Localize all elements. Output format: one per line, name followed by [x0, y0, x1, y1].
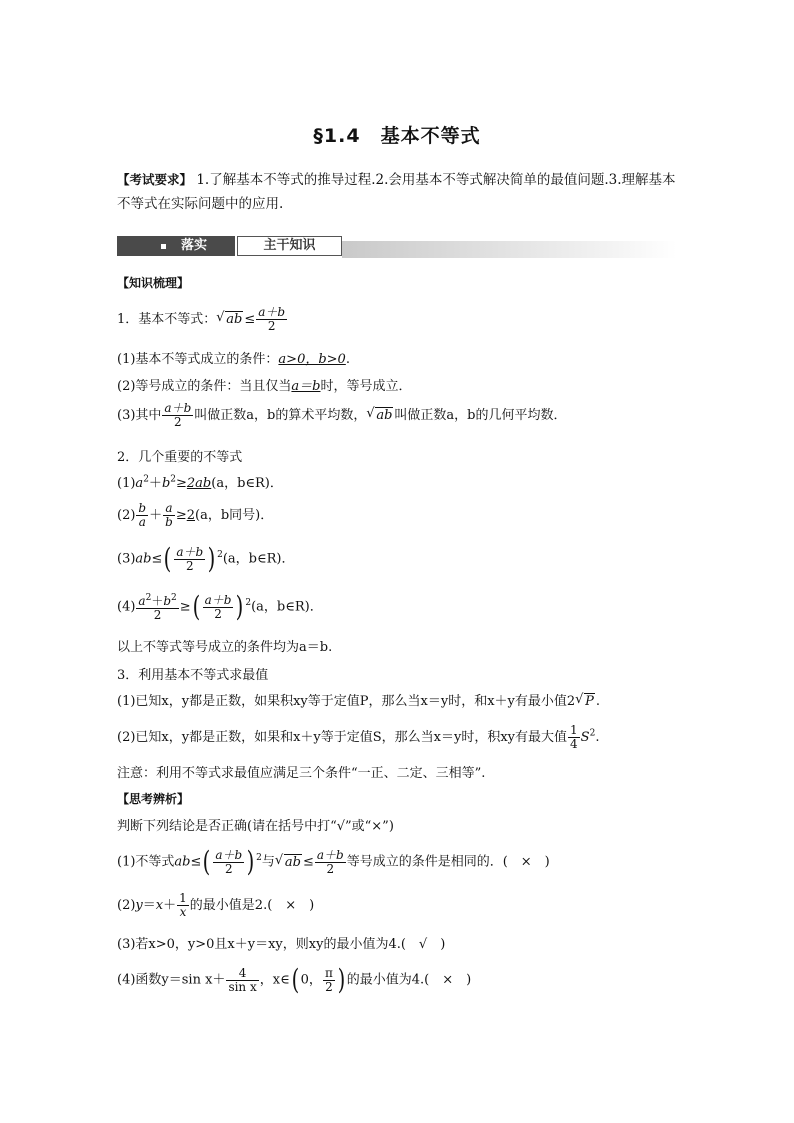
requirements-text: 1.了解基本不等式的推导过程.2.会用基本不等式解决简单的最值问题.3.理解基本不等式在实际问题中的应用. [117, 172, 676, 212]
k2-note: 以上不等式等号成立的条件均为a＝b. [117, 640, 333, 655]
exam-requirements [117, 168, 687, 216]
square-icon [161, 244, 166, 249]
section-banner [117, 236, 677, 258]
k2-item-4: (4) $\frac{a^2+b^2}{2}$ ≥( $\frac{a+b}{2}$ ) $^2$(a，b∈R)． [117, 590, 323, 623]
think-q4: (4)函数y＝sin x＋ $\frac{4}{\text{sin x}}$ ，x∈( 0， $\frac{\pi}{2}$ ) 的最小值为4.( × ) [117, 963, 472, 996]
banner-dark-tab: 落实 [117, 236, 235, 256]
k1-condition-2: (2)等号成立的条件：当且仅当a＝b时，等号成立． [117, 379, 412, 394]
page-title: §1.4 基本不等式 [313, 125, 481, 147]
k1-condition-3: (3)其中 $\frac{a+b}{2}$ 叫做正数a，b的算术平均数，√ ab 叫做正数a，b的几何平均数． [117, 402, 567, 429]
k3-note: 注意：利用不等式求最值应满足三个条件“一正、二定、三相等”. [117, 766, 486, 781]
k3-heading: 3．利用基本不等式求最值 [117, 668, 269, 683]
k2-item-2: (2) $\frac{b}{a}$ ＋ $\frac{a}{b}$ ≥2(a，b同号)． [117, 501, 274, 529]
k3-item-2: (2)已知x，y都是正数，如果和x＋y等于定值S，那么当x＝y时，积xy有最大值 $\frac{1}{4}$ $S^2$. [117, 723, 600, 751]
think-q1: (1)不等式ab≤( $\frac{a+b}{2}$ ) $^2$与√ ab ≤ $\frac{a+b}{2}$ 等号成立的条件是相同的．( × ) [117, 848, 550, 876]
knowledge-label: 【知识梳理】 [117, 276, 190, 290]
banner-gradient [342, 241, 677, 258]
k2-item-3: (3)ab≤( $\frac{a+b}{2}$ ) $^2$(a，b∈R)． [117, 542, 295, 575]
k3-item-1: (1)已知x，y都是正数，如果积xy等于定值P，那么当x＝y时，和x＋y有最小值2√ P . [117, 690, 600, 709]
requirements-label: 【考试要求】 [117, 172, 193, 187]
k1-heading: 1．基本不等式：√ ab ≤ $\frac{a+b}{2}$ [117, 306, 288, 333]
k2-item-1: $(1)a^2+b^2\ge 2ab(a$，b∈R)． [117, 474, 283, 491]
think-label: 【思考辨析】 [117, 792, 190, 806]
think-q2: (2)y＝x＋ $\frac{1}{x}$ 的最小值是2.( × ) [117, 891, 315, 919]
banner-light-tab: 主干知识 [237, 236, 342, 256]
think-intro: 判断下列结论是否正确(请在括号中打“√”或“×”) [117, 819, 394, 834]
k1-condition-1: (1)基本不等式成立的条件：a>0，b>0. [117, 352, 350, 367]
k2-heading: 2．几个重要的不等式 [117, 450, 243, 465]
think-q3: (3)若x>0，y>0且x＋y＝xy，则xy的最小值为4.( √ ) [117, 937, 446, 952]
